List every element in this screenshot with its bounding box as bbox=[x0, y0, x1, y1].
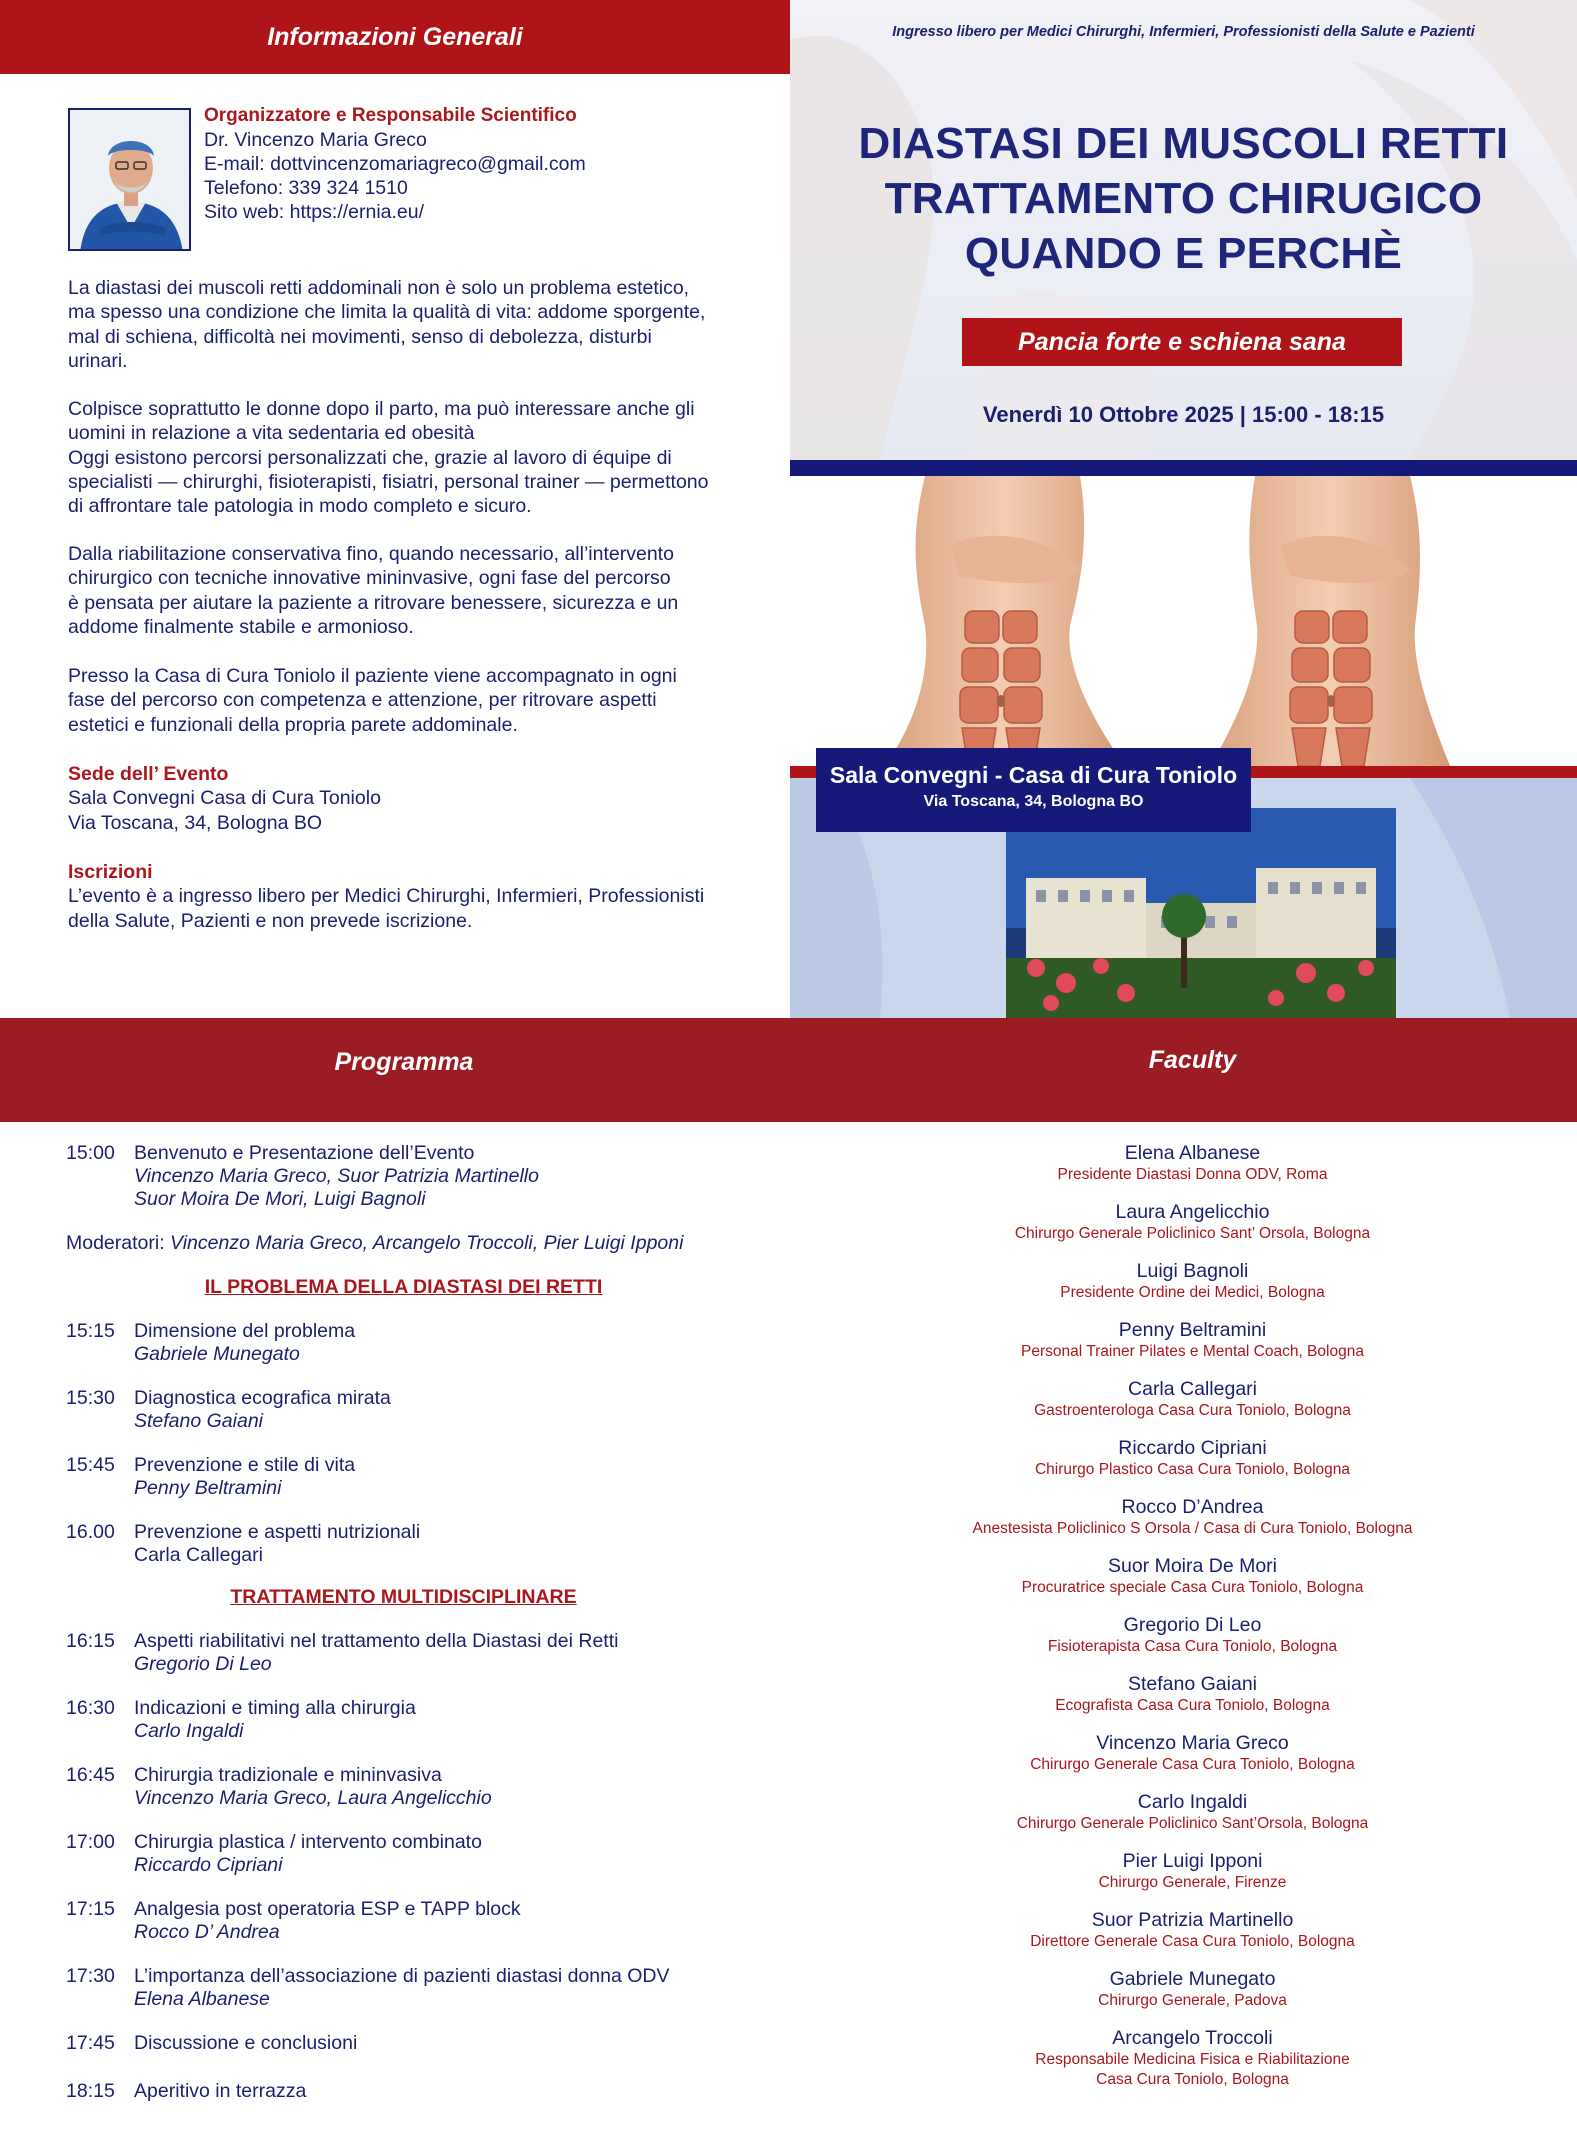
program-time: 16.00 bbox=[66, 1521, 115, 1543]
program-speaker: Riccardo Cipriani bbox=[134, 1854, 283, 1876]
program-speaker: Vincenzo Maria Greco, Laura Angelicchio bbox=[134, 1787, 492, 1809]
faculty-item bbox=[808, 1378, 1577, 1437]
program-item bbox=[66, 1320, 786, 1366]
title-line-2: TRATTAMENTO CHIRUGICO bbox=[884, 174, 1483, 223]
program-time: 16:15 bbox=[66, 1630, 115, 1652]
program-title: Diagnostica ecografica mirata bbox=[134, 1387, 391, 1409]
programma-header: Programma bbox=[334, 1048, 474, 1076]
program-item bbox=[66, 1454, 786, 1500]
sede-line2: Via Toscana, 34, Bologna BO bbox=[68, 811, 323, 834]
program-time: 15:45 bbox=[66, 1454, 115, 1476]
program-speaker: Suor Moira De Mori, Luigi Bagnoli bbox=[134, 1188, 426, 1210]
event-title bbox=[790, 116, 1577, 281]
faculty-role: Gastroenterologa Casa Cura Toniolo, Bologna bbox=[1034, 1402, 1351, 1419]
faculty-name: Vincenzo Maria Greco bbox=[1096, 1732, 1289, 1754]
program-speaker: Gabriele Munegato bbox=[134, 1343, 300, 1365]
faculty-item bbox=[808, 2027, 1577, 2090]
text-line: ma spesso una condizione che limita la qualità di vita: addome sporgente, bbox=[68, 301, 706, 324]
program-time: 17:00 bbox=[66, 1831, 115, 1853]
faculty-role: Direttore Generale Casa Cura Toniolo, Bologna bbox=[1030, 1933, 1355, 1950]
program-speaker: Carlo Ingaldi bbox=[134, 1720, 244, 1742]
program-item bbox=[66, 1898, 786, 1944]
program-item bbox=[66, 2032, 786, 2055]
sede-block bbox=[68, 762, 768, 835]
faculty-role: Responsabile Medicina Fisica e Riabilitazione bbox=[1035, 2051, 1350, 2068]
moderators-names: Vincenzo Maria Greco, Arcangelo Troccoli, Pier Luigi Ipponi bbox=[170, 1232, 684, 1254]
program-title: L’importanza dell’associazione di pazienti diastasi donna ODV bbox=[134, 1965, 670, 1987]
faculty-role: Presidente Ordine dei Medici, Bologna bbox=[1060, 1284, 1325, 1301]
faculty-name: Carlo Ingaldi bbox=[1137, 1791, 1248, 1813]
program-speaker: Stefano Gaiani bbox=[134, 1410, 264, 1432]
faculty-role: Fisioterapista Casa Cura Toniolo, Bologna bbox=[1047, 1638, 1338, 1655]
faculty-name: Suor Patrizia Martinello bbox=[1091, 1909, 1294, 1931]
faculty-item bbox=[808, 1673, 1577, 1732]
faculty-name: Arcangelo Troccoli bbox=[1112, 2027, 1273, 2049]
organizer-block bbox=[204, 104, 586, 224]
program-item bbox=[66, 1630, 786, 1676]
text-line: Presso la Casa di Cura Toniolo il paziente viene accompagnato in ogni bbox=[68, 665, 677, 687]
program-item bbox=[66, 1521, 786, 1567]
faculty-role: Anestesista Policlinico S Orsola / Casa di Cura Toniolo, Bologna bbox=[972, 1520, 1413, 1537]
faculty-item bbox=[808, 1260, 1577, 1319]
program-title: Chirurgia plastica / intervento combinato bbox=[134, 1831, 482, 1853]
program-item bbox=[66, 1831, 786, 1877]
iscrizioni-title: Iscrizioni bbox=[68, 861, 153, 883]
organizer-phone[interactable]: Telefono: 339 324 1510 bbox=[204, 177, 408, 199]
navy-divider bbox=[790, 460, 1577, 476]
torso-illustration bbox=[790, 476, 1577, 766]
iscrizioni-line2: della Salute, Pazienti e non prevede iscrizione. bbox=[68, 909, 473, 932]
text-line: di affrontare tale patologia in modo completo e sicuro. bbox=[68, 495, 532, 518]
faculty-name: Luigi Bagnoli bbox=[1136, 1260, 1249, 1282]
text-line: mal di schiena, difficoltà nei movimenti, senso di debolezza, disturbi bbox=[68, 325, 652, 348]
paragraph-2 bbox=[68, 397, 768, 518]
faculty-name: Gregorio Di Leo bbox=[1123, 1614, 1262, 1636]
faculty-name: Penny Beltramini bbox=[1118, 1319, 1267, 1341]
faculty-name: Riccardo Cipriani bbox=[1118, 1437, 1267, 1459]
faculty-role: Casa Cura Toniolo, Bologna bbox=[1096, 2071, 1289, 2088]
faculty-role: Chirurgo Generale Casa Cura Toniolo, Bologna bbox=[1030, 1756, 1355, 1773]
program-speaker: Penny Beltramini bbox=[134, 1477, 282, 1499]
faculty-item bbox=[808, 1909, 1577, 1968]
section-title-treatment: TRATTAMENTO MULTIDISCIPLINARE bbox=[230, 1586, 577, 1608]
program-time: 17:15 bbox=[66, 1898, 115, 1920]
program-item bbox=[66, 1387, 786, 1433]
faculty-role: Chirurgo Generale Policlinico Sant’ Orsola, Bologna bbox=[1014, 1225, 1371, 1242]
venue-photo bbox=[1006, 808, 1396, 1018]
organizer-photo bbox=[68, 108, 191, 251]
program-title: Aperitivo in terrazza bbox=[134, 2080, 307, 2102]
faculty-role: Presidente Diastasi Donna ODV, Roma bbox=[1057, 1166, 1328, 1183]
venue-box bbox=[816, 748, 1251, 832]
text-line: urinari. bbox=[68, 349, 128, 372]
faculty-item bbox=[808, 1614, 1577, 1673]
program-time: 16:30 bbox=[66, 1697, 115, 1719]
text-line: specialisti — chirurghi, fisioterapisti, fisiatri, personal trainer — permettono bbox=[68, 470, 709, 493]
text-line: fase del percorso con competenza e attenzione, per ritrovare aspetti bbox=[68, 689, 657, 712]
text-line: La diastasi dei muscoli retti addominali non è solo un problema estetico, bbox=[68, 277, 690, 299]
faculty-item bbox=[808, 1732, 1577, 1791]
program-time: 15:00 bbox=[66, 1142, 115, 1164]
faculty-item bbox=[808, 1791, 1577, 1850]
program-speaker: Gregorio Di Leo bbox=[134, 1653, 272, 1675]
faculty-name: Laura Angelicchio bbox=[1115, 1201, 1270, 1223]
text-line: uomini in relazione a vita sedentaria ed obesità bbox=[68, 422, 475, 445]
program-time: 18:15 bbox=[66, 2080, 115, 2102]
program-list bbox=[66, 1142, 786, 2124]
program-title: Discussione e conclusioni bbox=[134, 2032, 358, 2054]
faculty-name: Pier Luigi Ipponi bbox=[1122, 1850, 1263, 1872]
organizer-email[interactable]: E-mail: dottvincenzomariagreco@gmail.com bbox=[204, 153, 586, 175]
event-datetime: Venerdì 10 Ottobre 2025 | 15:00 - 18:15 bbox=[982, 402, 1385, 427]
faculty-role: Chirurgo Generale, Firenze bbox=[1098, 1874, 1287, 1891]
faculty-role: Personal Trainer Pilates e Mental Coach, Bologna bbox=[1021, 1343, 1364, 1360]
paragraph-1 bbox=[68, 276, 768, 373]
ingresso-note: Ingresso libero per Medici Chirurghi, Infermieri, Professionisti della Salute e Pazienti bbox=[892, 24, 1475, 40]
faculty-item bbox=[808, 1319, 1577, 1378]
paragraph-4 bbox=[68, 664, 768, 737]
faculty-name: Gabriele Munegato bbox=[1109, 1968, 1276, 1990]
iscrizioni-block bbox=[68, 860, 768, 933]
faculty-role: Chirurgo Plastico Casa Cura Toniolo, Bologna bbox=[1034, 1461, 1351, 1478]
text-line: estetici e funzionali della propria parete addominale. bbox=[68, 713, 518, 736]
moderators-label: Moderatori: bbox=[66, 1232, 171, 1254]
faculty-name: Rocco D’Andrea bbox=[1121, 1496, 1264, 1518]
faculty-item bbox=[808, 1968, 1577, 2027]
info-header: Informazioni Generali bbox=[0, 0, 790, 74]
paragraph-3 bbox=[68, 542, 768, 639]
section-title-problem: IL PROBLEMA DELLA DIASTASI DEI RETTI bbox=[204, 1276, 603, 1298]
faculty-header: Faculty bbox=[1148, 1046, 1237, 1074]
program-speaker: Rocco D’ Andrea bbox=[134, 1921, 280, 1943]
program-speaker: Vincenzo Maria Greco, Suor Patrizia Martinello bbox=[134, 1165, 539, 1187]
text-line: Dalla riabilitazione conservativa fino, quando necessario, all’intervento bbox=[68, 543, 674, 565]
faculty-name: Elena Albanese bbox=[1124, 1142, 1261, 1164]
program-time: 15:30 bbox=[66, 1387, 115, 1409]
faculty-role: Procuratrice speciale Casa Cura Toniolo, Bologna bbox=[1021, 1579, 1364, 1596]
moderators-line bbox=[66, 1232, 786, 1255]
program-time: 17:45 bbox=[66, 2032, 115, 2054]
faculty-item bbox=[808, 1437, 1577, 1496]
venue-name: Sala Convegni - Casa di Cura Toniolo bbox=[829, 762, 1238, 788]
program-item bbox=[66, 1697, 786, 1743]
organizer-name: Dr. Vincenzo Maria Greco bbox=[204, 129, 427, 151]
organizer-web[interactable]: Sito web: https://ernia.eu/ bbox=[204, 201, 425, 223]
program-speaker: Elena Albanese bbox=[134, 1988, 270, 2010]
program-title: Prevenzione e aspetti nutrizionali bbox=[134, 1521, 421, 1543]
program-speaker: Carla Callegari bbox=[134, 1544, 263, 1566]
program-time: 15:15 bbox=[66, 1320, 115, 1342]
faculty-role: Chirurgo Generale, Padova bbox=[1098, 1992, 1287, 2009]
program-title: Aspetti riabilitativi nel trattamento della Diastasi dei Retti bbox=[134, 1630, 619, 1652]
text-line: chirurgico con tecniche innovative mininvasive, ogni fase del percorso bbox=[68, 567, 671, 590]
organizer-title: Organizzatore e Responsabile Scientifico bbox=[204, 105, 577, 126]
program-time: 16:45 bbox=[66, 1764, 115, 1786]
text-line: è pensata per aiutare la paziente a ritrovare benessere, sicurezza e un bbox=[68, 591, 679, 614]
title-line-3: QUANDO E PERCHÈ bbox=[964, 229, 1403, 278]
iscrizioni-line1: L’evento è a ingresso libero per Medici Chirurghi, Infermieri, Professionisti bbox=[68, 885, 705, 908]
faculty-name: Carla Callegari bbox=[1128, 1378, 1257, 1400]
text-line: Oggi esistono percorsi personalizzati che, grazie al lavoro di équipe di bbox=[68, 446, 672, 469]
faculty-role: Ecografista Casa Cura Toniolo, Bologna bbox=[1055, 1697, 1330, 1714]
program-title: Benvenuto e Presentazione dell’Evento bbox=[134, 1142, 475, 1164]
program-title: Prevenzione e stile di vita bbox=[134, 1454, 356, 1476]
venue-address: Via Toscana, 34, Bologna BO bbox=[923, 793, 1144, 810]
faculty-item bbox=[808, 1142, 1577, 1201]
program-title: Indicazioni e timing alla chirurgia bbox=[134, 1697, 416, 1719]
info-column bbox=[0, 0, 790, 1018]
faculty-name: Suor Moira De Mori bbox=[1107, 1555, 1278, 1577]
text-line: addome finalmente stabile e armonioso. bbox=[68, 615, 414, 638]
faculty-name: Stefano Gaiani bbox=[1127, 1673, 1257, 1695]
sede-title: Sede dell’ Evento bbox=[68, 763, 229, 785]
hero-column bbox=[790, 0, 1577, 1018]
sede-line1: Sala Convegni Casa di Cura Toniolo bbox=[68, 787, 381, 810]
program-time: 17:30 bbox=[66, 1965, 115, 1987]
text-line: Colpisce soprattutto le donne dopo il parto, ma può interessare anche gli bbox=[68, 398, 695, 420]
program-title: Chirurgia tradizionale e mininvasiva bbox=[134, 1764, 442, 1786]
faculty-item bbox=[808, 1555, 1577, 1614]
faculty-role: Chirurgo Generale Policlinico Sant’Orsola, Bologna bbox=[1016, 1815, 1369, 1832]
tagline-badge: Pancia forte e schiena sana bbox=[962, 318, 1402, 366]
faculty-item bbox=[808, 1201, 1577, 1260]
faculty-list bbox=[808, 1142, 1577, 2090]
program-title: Dimensione del problema bbox=[134, 1320, 356, 1342]
program-item bbox=[66, 1965, 786, 2011]
program-item bbox=[66, 2080, 786, 2103]
title-line-1: DIASTASI DEI MUSCOLI RETTI bbox=[858, 119, 1509, 168]
faculty-item bbox=[808, 1496, 1577, 1555]
program-item bbox=[66, 1764, 786, 1810]
faculty-item bbox=[808, 1850, 1577, 1909]
program-item bbox=[66, 1142, 786, 1211]
program-title: Analgesia post operatoria ESP e TAPP block bbox=[134, 1898, 521, 1920]
